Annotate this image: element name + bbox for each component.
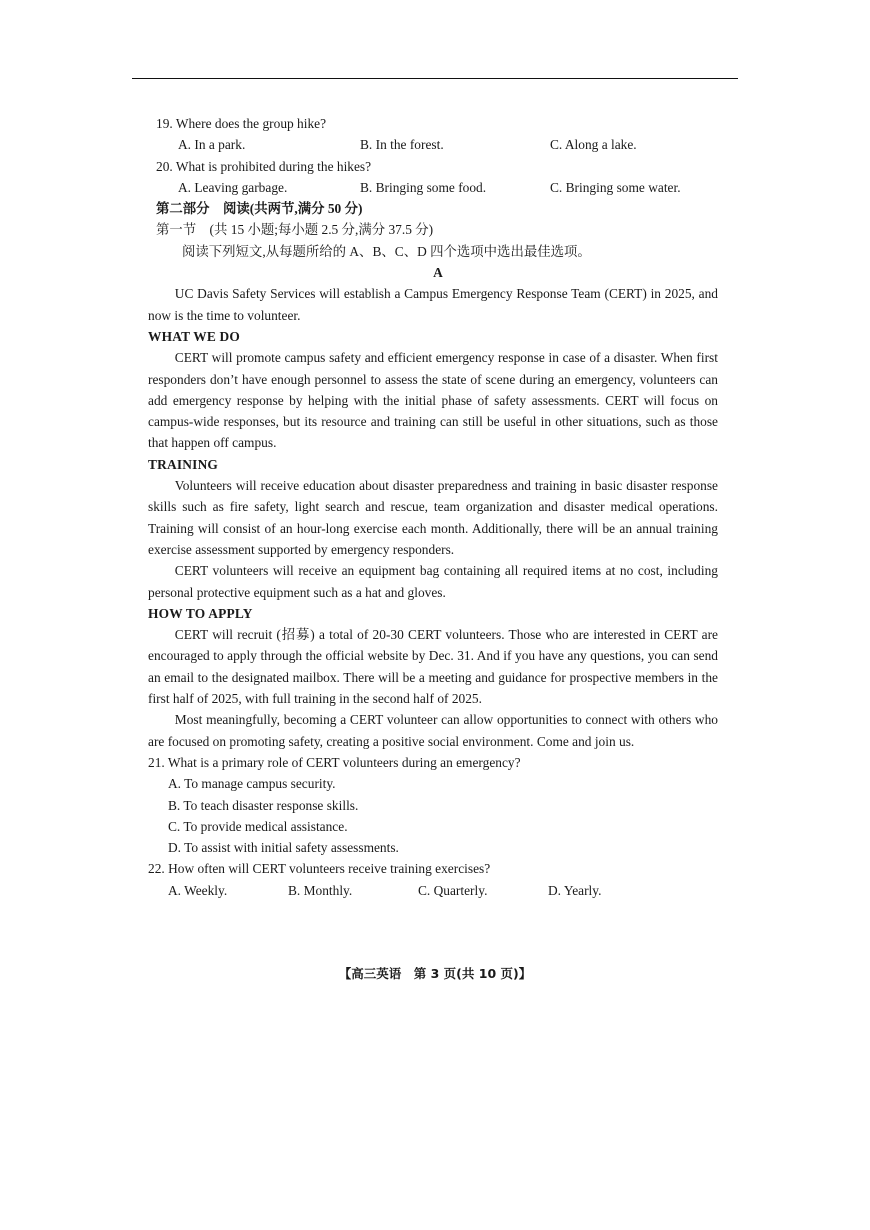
section-1-title: 第一节 (共 15 小题;每小题 2.5 分,满分 37.5 分) bbox=[156, 222, 434, 238]
part-2-title: 第二部分 阅读(共两节,满分 50 分) bbox=[156, 201, 363, 217]
paragraph-equipment: CERT volunteers will receive an equipment bag containing all required items at no cost, including personal protective equipment such as a hat and gloves. bbox=[148, 563, 718, 600]
paragraph-closing: Most meaningfully, becoming a CERT volunteer can allow opportunities to connect with others who are focused on promoting safety, creating a positive social environment. Come and join us. bbox=[148, 712, 718, 749]
option-21-a: A. To manage campus security. bbox=[168, 776, 336, 792]
option-20-b: B. Bringing some food. bbox=[360, 179, 487, 195]
option-20-a: A. Leaving garbage. bbox=[178, 179, 288, 195]
heading-how-to-apply: HOW TO APPLY bbox=[148, 605, 253, 621]
option-22-b: B. Monthly. bbox=[288, 882, 353, 898]
option-21-d: D. To assist with initial safety assessments. bbox=[168, 840, 399, 856]
question-19-stem: 19. Where does the group hike? bbox=[156, 116, 327, 131]
question-21-stem: 21. What is a primary role of CERT volunteers during an emergency? bbox=[148, 754, 521, 770]
heading-training: TRAINING bbox=[148, 456, 219, 472]
option-19-c: C. Along a lake. bbox=[550, 137, 637, 153]
option-21-b: B. To teach disaster response skills. bbox=[168, 797, 359, 813]
page-footer: 【高三英语 第 3 页(共 10 页)】 bbox=[338, 966, 532, 981]
question-22-stem: 22. How often will CERT volunteers receive training exercises? bbox=[148, 861, 491, 877]
option-20-c: C. Bringing some water. bbox=[550, 179, 681, 195]
question-20-stem: 20. What is prohibited during the hikes? bbox=[156, 158, 372, 174]
option-22-d: D. Yearly. bbox=[548, 882, 602, 898]
question-19-options bbox=[148, 134, 718, 155]
passage-intro: UC Davis Safety Services will establish a Campus Emergency Response Team (CERT) in 2025, and now is the time to volunteer. bbox=[148, 286, 718, 323]
question-20-options bbox=[148, 177, 718, 198]
question-22-options bbox=[148, 880, 718, 901]
option-19-a: A. In a park. bbox=[178, 137, 246, 153]
paragraph-how-to-apply: CERT will recruit (招募) a total of 20-30 CERT volunteers. Those who are interested in CERT are encouraged to apply through the official website by Dec. 31. And if you have any questions, you can send an email to the designated mailbox. There will be a meeting and guidance for prospective members in the first half of 2025, with full training in the second half of 2025. bbox=[148, 627, 718, 707]
page-content bbox=[148, 113, 718, 901]
header-rule bbox=[132, 78, 738, 79]
paragraph-what-we-do: CERT will promote campus safety and efficient emergency response in case of a disaster. When first responders don’t have enough personnel to assess the state of scene during an emergency, volunteers can add emergency response by helping with the initial phase of safety assessments. CERT will focus on campus-wide responses, but its resource and training can still be useful in other situations, such as those that happen off campus. bbox=[148, 350, 718, 451]
heading-what-we-do: WHAT WE DO bbox=[148, 328, 241, 344]
option-19-b: B. In the forest. bbox=[360, 137, 444, 153]
reading-instruction: 阅读下列短文,从每题所给的 A、B、C、D 四个选项中选出最佳选项。 bbox=[182, 243, 591, 259]
option-22-c: C. Quarterly. bbox=[418, 882, 488, 898]
paragraph-training: Volunteers will receive education about disaster preparedness and training in basic disaster response skills such as fire safety, light search and rescue, team organization and disaster medical operations. Training will consist of an hour-long exercise each month. Additionally, there will be an annual training exercise assessment supported by emergency responders. bbox=[148, 478, 718, 557]
passage-label: A bbox=[433, 265, 443, 281]
option-22-a: A. Weekly. bbox=[168, 882, 228, 898]
option-21-c: C. To provide medical assistance. bbox=[168, 818, 348, 834]
